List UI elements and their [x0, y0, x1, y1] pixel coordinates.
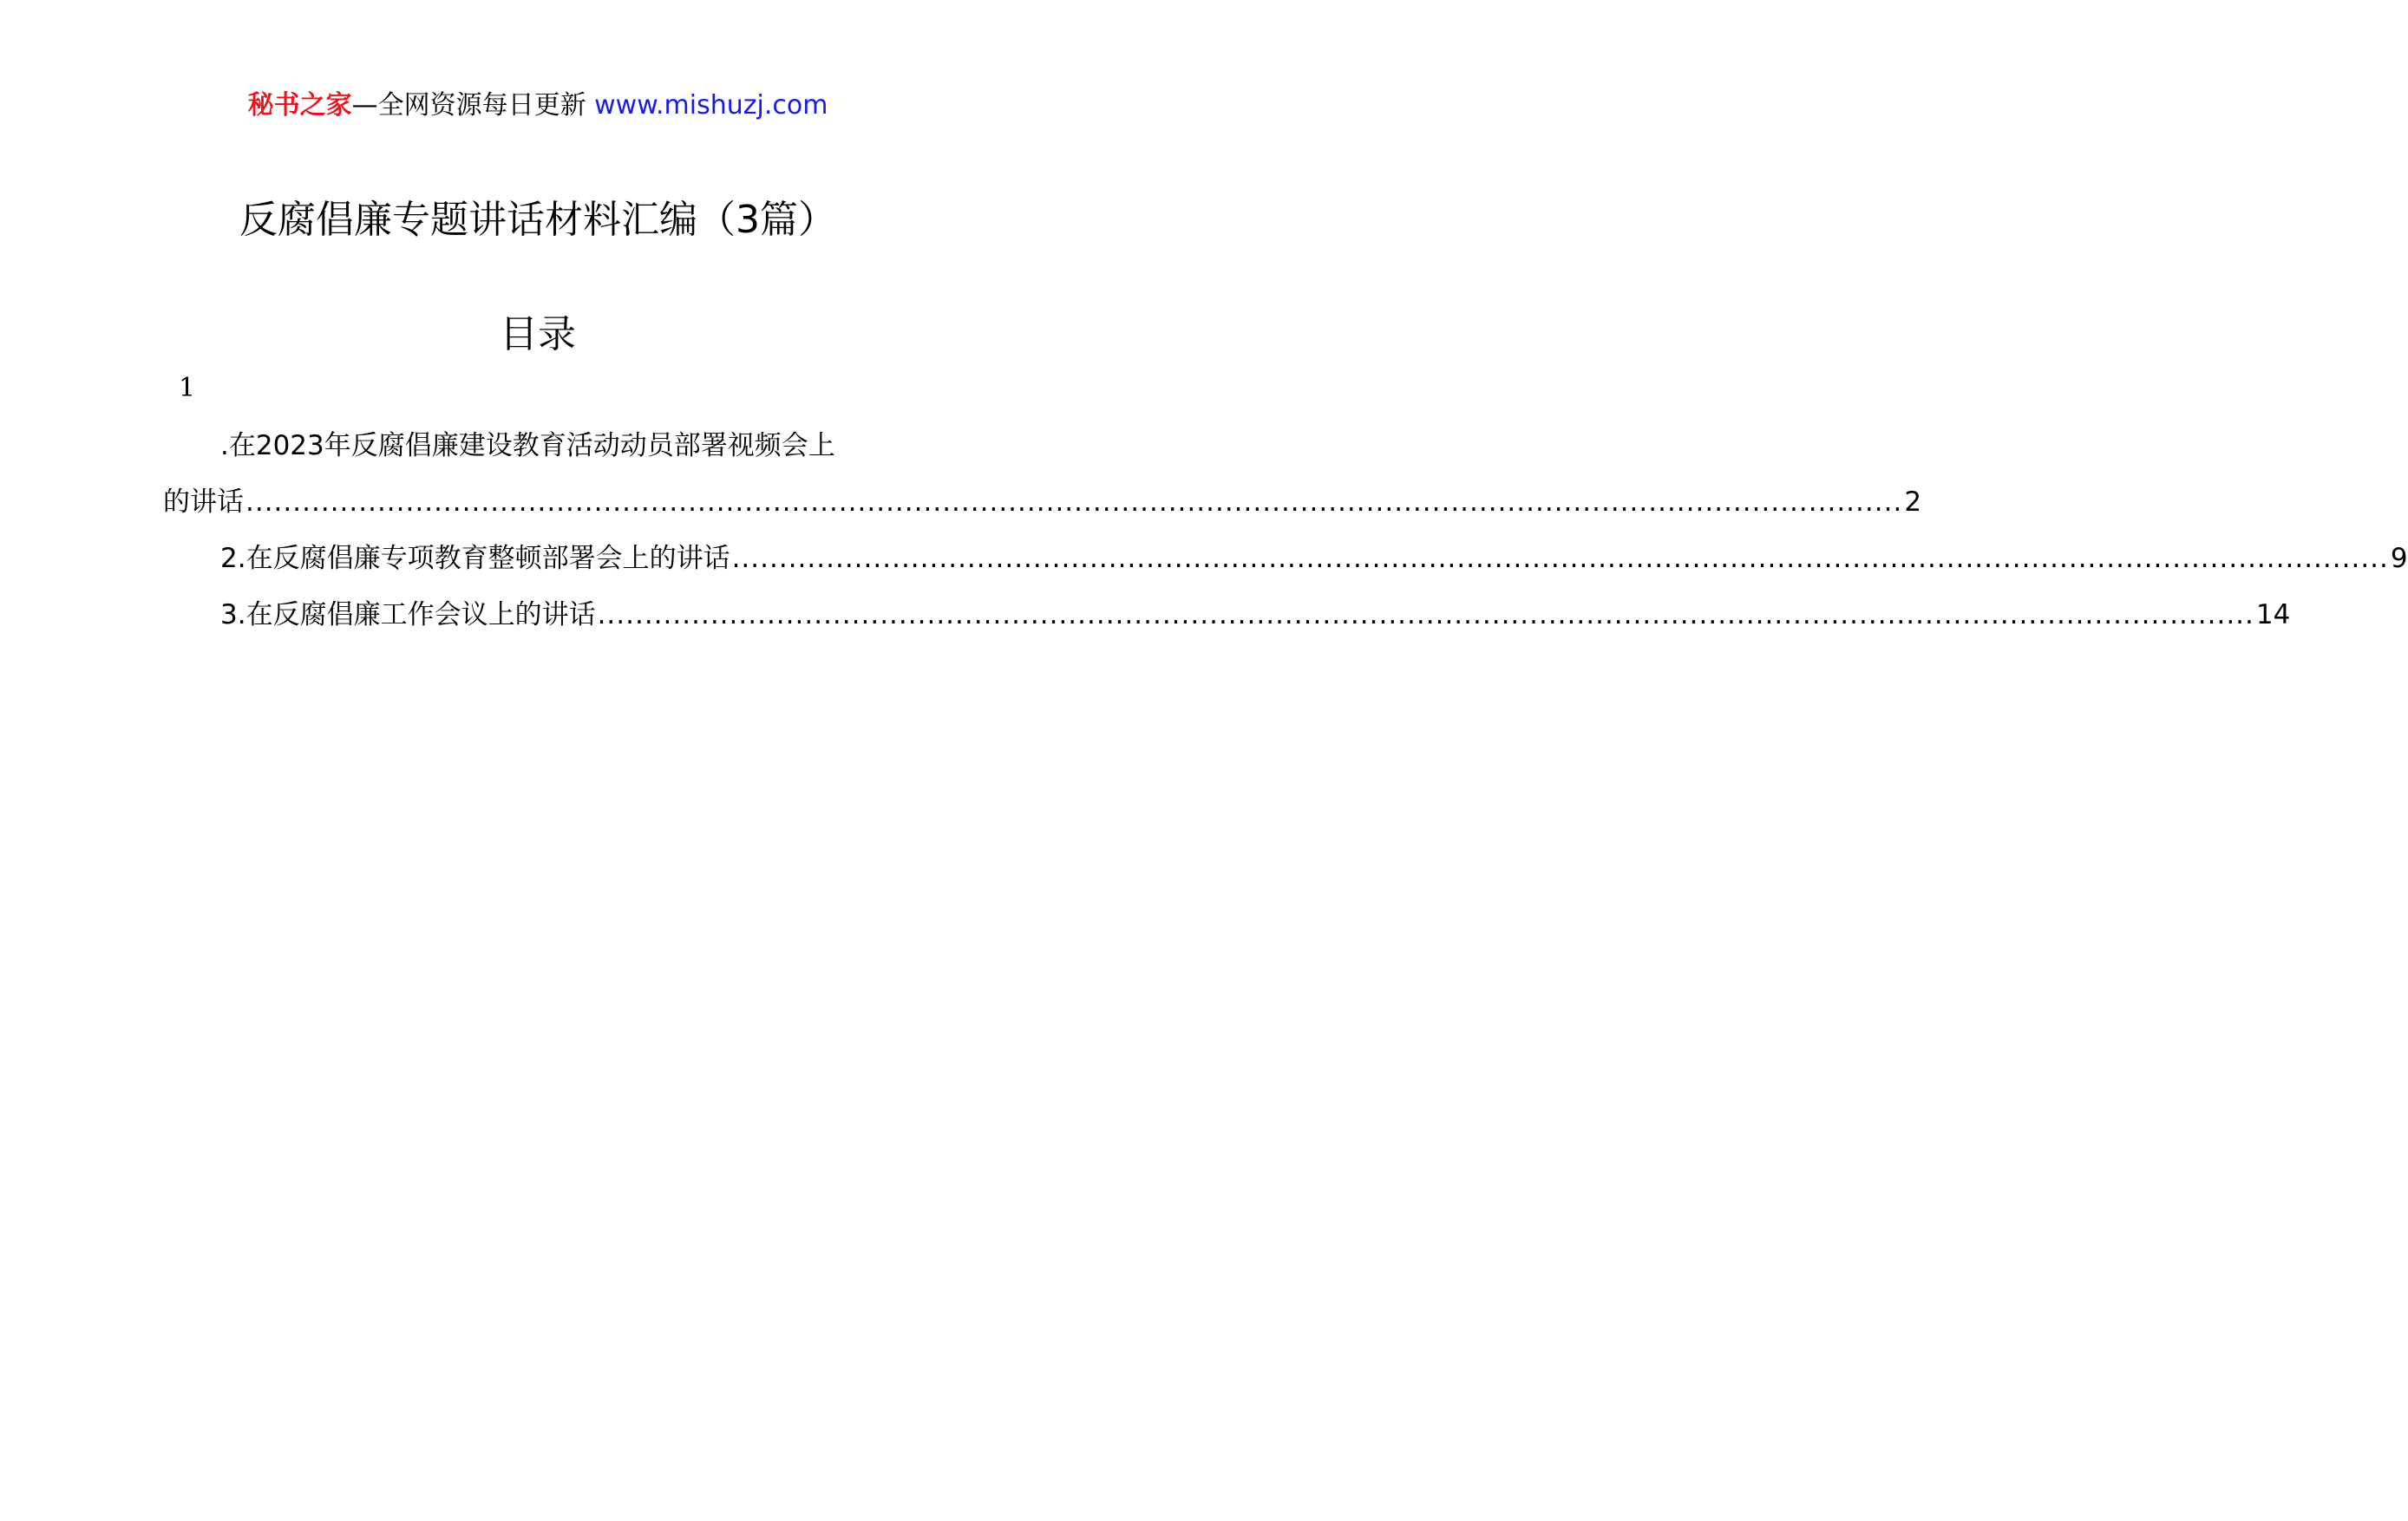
site-url-link[interactable]: www.mishuzj.com	[594, 90, 828, 121]
table-of-contents	[163, 423, 2408, 649]
toc-entry-2-page: 9	[2390, 543, 2408, 574]
banner-tagline: —全网资源每日更新	[351, 90, 586, 121]
toc-leader-dots: ................................................................................................................................................................................	[597, 599, 2254, 630]
toc-entry-1-title-part-1: .在2023年反腐倡廉建设教育活动动员部署视频会上	[220, 430, 835, 461]
toc-heading: 目录	[500, 312, 576, 356]
document-title: 反腐倡廉专题讲话材料汇编（3篇）	[239, 198, 836, 242]
list-number-marker: 1	[179, 373, 196, 403]
toc-entry-3-title: 3.在反腐倡廉工作会议上的讲话	[220, 599, 596, 630]
toc-entry-2-title: 2.在反腐倡廉专项教育整顿部署会上的讲话	[220, 543, 730, 574]
toc-entry-1-page: 2	[1904, 486, 1922, 518]
toc-entry-1-line-2[interactable]	[163, 480, 1922, 536]
brand-name: 秘书之家	[247, 90, 352, 121]
site-banner	[0, 88, 1076, 123]
toc-entry-1-line-1[interactable]	[163, 423, 914, 480]
toc-entry-2[interactable]	[163, 536, 2408, 592]
toc-entry-1-title-part-2: 的讲话	[163, 486, 244, 518]
toc-entry-3[interactable]	[163, 592, 2291, 649]
toc-entry-3-page: 14	[2255, 599, 2291, 630]
toc-leader-dots: ................................................................................................................................................................................	[731, 543, 2389, 574]
toc-leader-dots: ................................................................................................................................................................................	[245, 486, 1903, 518]
